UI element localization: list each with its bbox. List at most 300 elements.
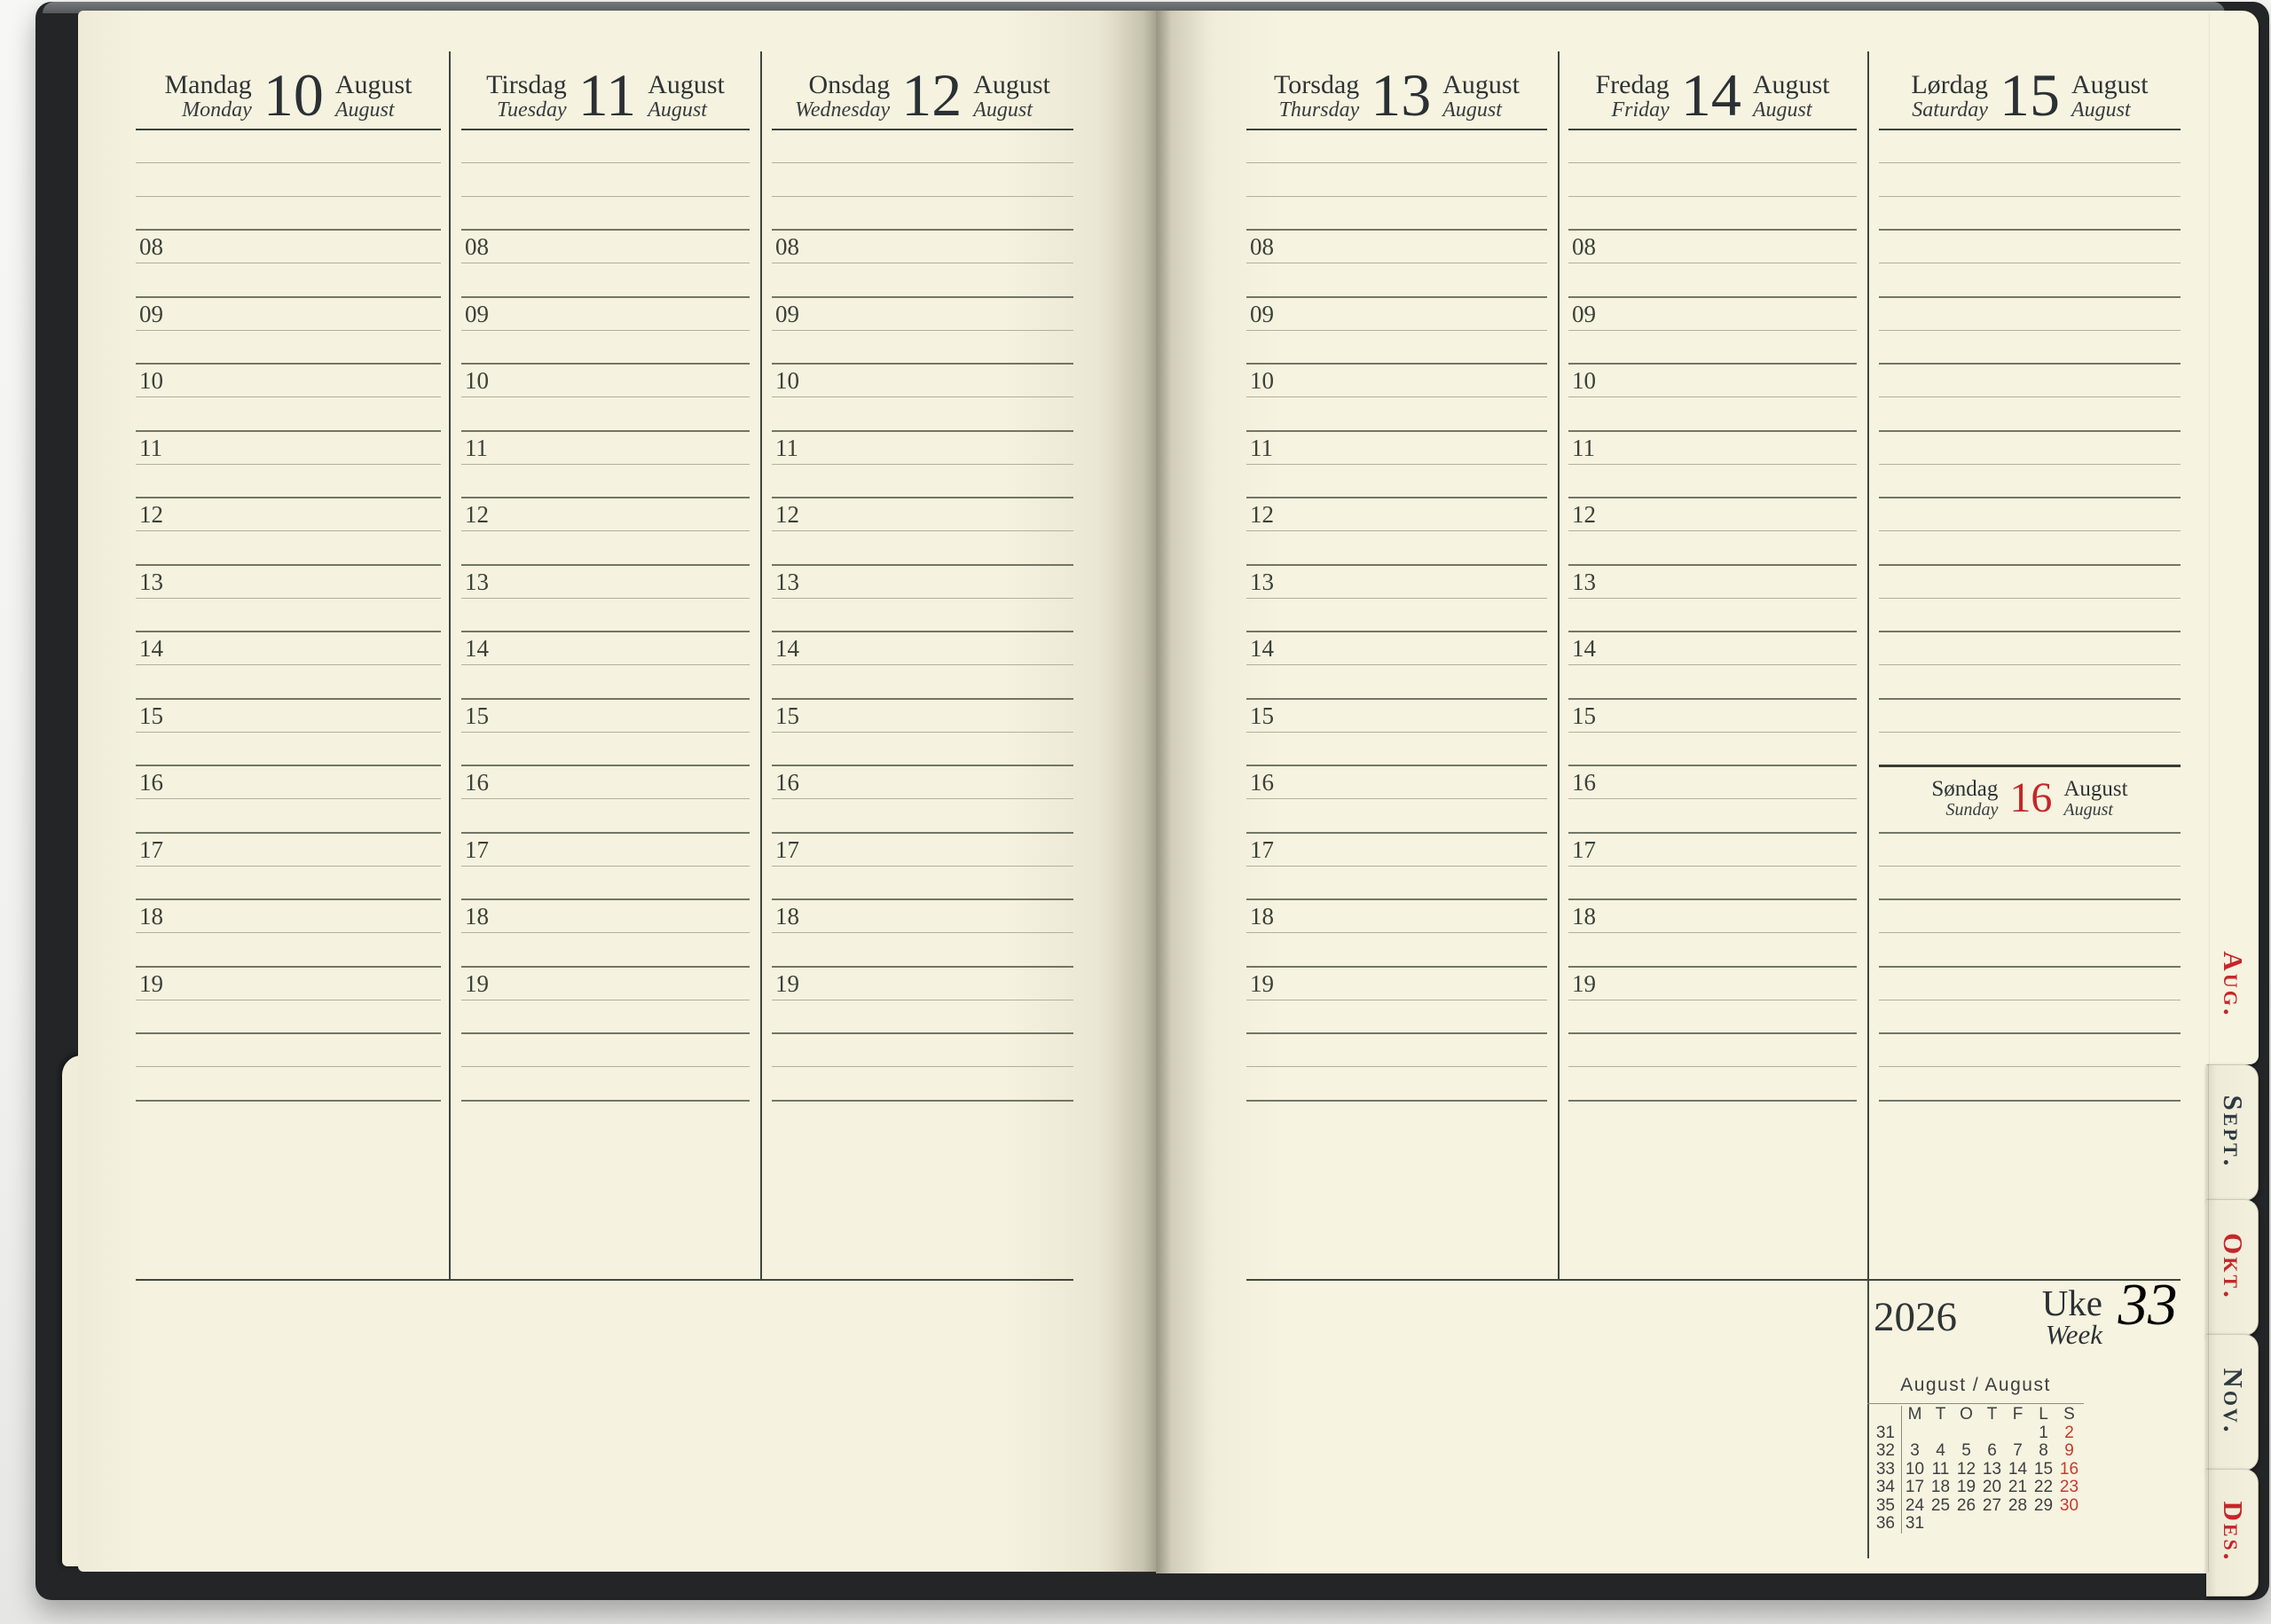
hour-label: 14	[465, 635, 489, 663]
half-hour-rule	[1246, 162, 1547, 163]
hour-rule	[1568, 698, 1857, 700]
month-name: August August	[1752, 70, 1830, 122]
hour-rule	[1568, 1100, 1857, 1102]
tab-label-aug[interactable]: Aug.	[2218, 951, 2249, 1018]
day-number: 15	[1999, 61, 2060, 129]
half-hour-rule	[136, 530, 441, 531]
hour-label: 16	[775, 769, 799, 796]
hour-rule	[1568, 296, 1857, 298]
half-hour-rule	[772, 530, 1073, 531]
hour-rule	[1879, 497, 2181, 498]
mini-calendar-title: August / August	[1900, 1375, 2051, 1395]
hour-label: 08	[1572, 233, 1596, 261]
hour-label: 12	[465, 501, 489, 529]
sunday-top-rule	[1879, 765, 2181, 767]
mini-day-cell: 18	[1930, 1478, 1951, 1496]
mini-day-cell: 13	[1982, 1459, 2002, 1479]
hour-label: 11	[465, 434, 488, 461]
day-number: 16	[2009, 773, 2053, 821]
half-hour-rule	[136, 162, 441, 163]
mini-day-cell	[2005, 1515, 2031, 1534]
half-hour-rule	[1879, 162, 2181, 163]
half-hour-rule	[1568, 732, 1857, 733]
half-hour-rule	[461, 866, 750, 867]
hour-rule	[1246, 296, 1547, 298]
day-number: 12	[901, 61, 963, 129]
hour-rule	[772, 296, 1073, 298]
hour-label: 11	[139, 434, 162, 461]
column-divider	[449, 51, 451, 1279]
mini-day-cell: 4	[1936, 1441, 1945, 1460]
hour-rule	[772, 898, 1073, 900]
hour-rule	[461, 1100, 750, 1102]
month-name: August August	[334, 70, 413, 122]
half-hour-rule	[461, 664, 750, 665]
hour-label: 16	[1572, 769, 1596, 796]
hour-rule	[461, 296, 750, 298]
mini-week-number: 32	[1867, 1442, 1902, 1461]
hour-rule	[136, 1100, 441, 1102]
mini-day-cell: 1	[2039, 1423, 2048, 1442]
hour-rule	[772, 765, 1073, 766]
hour-label: 19	[465, 969, 489, 997]
hour-label: 18	[139, 903, 163, 930]
half-hour-rule	[136, 396, 441, 397]
half-hour-rule	[461, 732, 750, 733]
half-hour-rule	[461, 196, 750, 197]
hour-label: 19	[139, 969, 163, 997]
mini-week-number: 36	[1867, 1515, 1902, 1534]
day-number: 11	[578, 61, 637, 129]
half-hour-rule	[772, 196, 1073, 197]
hour-label: 18	[1250, 903, 1274, 930]
half-hour-rule	[1879, 464, 2181, 465]
week-label-en: Week	[2045, 1318, 2102, 1350]
half-hour-rule	[1568, 1066, 1857, 1067]
mini-calendar-grid	[1867, 1403, 2084, 1534]
hour-label: 10	[1250, 367, 1274, 395]
hour-rule	[772, 363, 1073, 365]
hour-label: 18	[1572, 903, 1596, 930]
mini-day-cell: 24	[1905, 1495, 1925, 1515]
half-hour-rule	[136, 330, 441, 331]
hour-rule	[1246, 898, 1547, 900]
half-hour-rule	[1246, 396, 1547, 397]
mini-day-cell: 16	[2059, 1459, 2079, 1479]
hour-label: 15	[1250, 702, 1274, 729]
sunday-bottom-rule	[1879, 832, 2181, 834]
half-hour-rule	[772, 1066, 1073, 1067]
hour-rule	[1879, 966, 2181, 968]
hour-label: 09	[775, 300, 799, 327]
hour-rule	[772, 229, 1073, 231]
half-hour-rule	[772, 464, 1073, 465]
mini-day-cell: S	[2063, 1405, 2075, 1424]
half-hour-rule	[1879, 196, 2181, 197]
day-name: Fredag Friday	[1595, 70, 1670, 122]
page-bottom-rule	[136, 1279, 1073, 1281]
tab-label-nov[interactable]: Nov.	[2218, 1368, 2249, 1435]
mini-day-cell: 23	[2059, 1478, 2079, 1496]
half-hour-rule	[136, 1066, 441, 1067]
half-hour-rule	[136, 932, 441, 933]
hour-label: 11	[1250, 434, 1273, 461]
hour-label: 17	[139, 836, 163, 863]
hour-rule	[1246, 430, 1547, 432]
hour-label: 15	[775, 702, 799, 729]
mini-day-cell: 15	[2033, 1459, 2054, 1479]
hour-rule	[461, 966, 750, 968]
hour-rule	[136, 832, 441, 834]
hour-rule	[1879, 631, 2181, 632]
half-hour-rule	[1568, 464, 1857, 465]
mini-day-cell: 19	[1956, 1478, 1976, 1496]
mini-calendar	[1867, 1375, 2084, 1534]
hour-label: 14	[1572, 635, 1596, 663]
mini-day-cell: F	[2012, 1405, 2023, 1424]
hour-rule	[772, 631, 1073, 632]
day-header-søndag	[1879, 768, 2181, 828]
tab-label-des[interactable]: Des.	[2218, 1501, 2249, 1563]
half-hour-rule	[772, 664, 1073, 665]
hour-label: 10	[775, 367, 799, 395]
hour-label: 13	[1572, 568, 1596, 595]
hour-label: 09	[465, 300, 489, 327]
hour-rule	[136, 631, 441, 632]
half-hour-rule	[1879, 330, 2181, 331]
mini-day-cell: 12	[1956, 1459, 1976, 1479]
half-hour-rule	[1568, 932, 1857, 933]
half-hour-rule	[461, 396, 750, 397]
hour-label: 16	[465, 769, 489, 796]
hour-rule	[1246, 229, 1547, 231]
day-name: Søndag Sunday	[1931, 776, 1999, 820]
half-hour-rule	[1879, 866, 2181, 867]
mini-day-cell: 2	[2064, 1423, 2074, 1442]
hour-label: 15	[465, 702, 489, 729]
hour-rule	[136, 898, 441, 900]
half-hour-rule	[1568, 196, 1857, 197]
half-hour-rule	[772, 798, 1073, 799]
mini-day-cell: 8	[2039, 1441, 2048, 1460]
day-header-onsdag	[772, 62, 1073, 129]
hour-label: 09	[1250, 300, 1274, 327]
hour-label: 14	[1250, 635, 1274, 663]
day-number: 13	[1371, 61, 1432, 129]
hour-label: 09	[1572, 300, 1596, 327]
hour-label: 12	[775, 501, 799, 529]
hour-rule	[461, 363, 750, 365]
hour-rule	[1568, 631, 1857, 632]
hour-label: 17	[1572, 836, 1596, 863]
hour-rule	[1568, 363, 1857, 365]
hour-label: 13	[139, 568, 163, 595]
half-hour-rule	[136, 196, 441, 197]
half-hour-rule	[136, 798, 441, 799]
half-hour-rule	[1568, 798, 1857, 799]
hour-rule	[461, 430, 750, 432]
hour-rule	[1246, 1100, 1547, 1102]
hour-label: 11	[1572, 434, 1595, 461]
half-hour-rule	[1879, 932, 2181, 933]
half-hour-rule	[772, 866, 1073, 867]
hour-rule	[136, 497, 441, 498]
hour-label: 13	[1250, 568, 1274, 595]
hour-label: 11	[775, 434, 798, 461]
mini-day-cell: O	[1960, 1405, 1973, 1424]
mini-week-number: 31	[1867, 1424, 1902, 1443]
hour-rule	[1246, 631, 1547, 632]
hour-rule	[772, 497, 1073, 498]
hour-rule	[1568, 966, 1857, 968]
half-hour-rule	[1246, 464, 1547, 465]
hour-label: 16	[1250, 769, 1274, 796]
day-header-torsdag	[1246, 62, 1547, 129]
mini-day-cell: 22	[2033, 1478, 2054, 1496]
month-name: August August	[973, 70, 1050, 122]
half-hour-rule	[1568, 396, 1857, 397]
day-number: 14	[1680, 61, 1741, 129]
half-hour-rule	[772, 732, 1073, 733]
day-name: Tirsdag Tuesday	[486, 70, 567, 122]
hour-rule	[136, 765, 441, 766]
hour-label: 19	[1572, 969, 1596, 997]
hour-label: 10	[139, 367, 163, 395]
half-hour-rule	[1568, 664, 1857, 665]
hour-rule	[1568, 497, 1857, 498]
day-header-lørdag	[1879, 62, 2181, 129]
mini-day-cell: 14	[2008, 1459, 2028, 1479]
mini-day-cell	[2056, 1515, 2082, 1534]
mini-week-number	[1867, 1406, 1902, 1424]
hour-rule	[136, 966, 441, 968]
half-hour-rule	[1246, 530, 1547, 531]
left-page	[78, 11, 1156, 1572]
hour-label: 16	[139, 769, 163, 796]
month-name: August August	[1442, 70, 1520, 122]
mini-day-cell: 3	[1910, 1441, 1920, 1460]
half-hour-rule	[772, 330, 1073, 331]
mini-day-cell	[1979, 1424, 2005, 1443]
hour-rule	[772, 1032, 1073, 1034]
mini-day-cell	[2005, 1424, 2031, 1443]
half-hour-rule	[1246, 1066, 1547, 1067]
hour-rule	[1246, 1032, 1547, 1034]
half-hour-rule	[1568, 162, 1857, 163]
hour-rule	[1246, 363, 1547, 365]
half-hour-rule	[772, 932, 1073, 933]
mini-week-number: 33	[1867, 1461, 1902, 1479]
half-hour-rule	[1568, 598, 1857, 599]
day-name: Lørdag Saturday	[1911, 70, 1988, 122]
hour-label: 14	[139, 635, 163, 663]
half-hour-rule	[1568, 530, 1857, 531]
hour-rule	[1246, 966, 1547, 968]
hour-label: 17	[465, 836, 489, 863]
hour-rule	[1879, 296, 2181, 298]
hour-rule	[1879, 229, 2181, 231]
page-bottom-rule	[1246, 1279, 2181, 1281]
mini-day-cell: 9	[2064, 1441, 2074, 1460]
half-hour-rule	[461, 162, 750, 163]
mini-day-cell	[2031, 1515, 2056, 1534]
half-hour-rule	[461, 932, 750, 933]
mini-day-cell	[1953, 1424, 1979, 1443]
hour-label: 15	[139, 702, 163, 729]
hour-rule	[136, 296, 441, 298]
hour-rule	[1879, 363, 2181, 365]
hour-rule	[1246, 564, 1547, 566]
tab-label-okt[interactable]: Okt.	[2218, 1233, 2249, 1300]
half-hour-rule	[1246, 330, 1547, 331]
half-hour-rule	[1246, 598, 1547, 599]
half-hour-rule	[772, 396, 1073, 397]
half-hour-rule	[136, 464, 441, 465]
mini-week-number: 35	[1867, 1497, 1902, 1516]
hour-rule	[461, 698, 750, 700]
month-name: August August	[2071, 70, 2149, 122]
mini-day-cell	[1928, 1515, 1953, 1534]
day-name: Mandag Monday	[164, 70, 252, 122]
hour-label: 08	[1250, 233, 1274, 261]
footer-week-label	[1952, 1283, 2102, 1350]
hour-label: 10	[1572, 367, 1596, 395]
hour-rule	[1246, 832, 1547, 834]
mini-day-cell: 29	[2033, 1495, 2054, 1515]
mini-day-cell: 11	[1931, 1459, 1950, 1479]
column-divider	[1558, 51, 1560, 1279]
half-hour-rule	[1879, 1066, 2181, 1067]
page-edge-crease	[2208, 1064, 2209, 1572]
mini-day-cell: 6	[1987, 1441, 1997, 1460]
hour-label: 13	[465, 568, 489, 595]
hour-rule	[461, 765, 750, 766]
half-hour-rule	[461, 1066, 750, 1067]
hour-label: 14	[775, 635, 799, 663]
hour-rule	[461, 832, 750, 834]
mini-day-cell: 31	[1905, 1514, 1925, 1533]
half-hour-rule	[1246, 932, 1547, 933]
half-hour-rule	[1246, 866, 1547, 867]
hour-rule	[772, 832, 1073, 834]
half-hour-rule	[461, 330, 750, 331]
month-name: August August	[2063, 776, 2128, 820]
half-hour-rule	[1879, 732, 2181, 733]
half-hour-rule	[1568, 330, 1857, 331]
tab-label-sept[interactable]: Sept.	[2218, 1094, 2249, 1169]
hour-rule	[461, 898, 750, 900]
hour-label: 18	[775, 903, 799, 930]
hour-label: 19	[1250, 969, 1274, 997]
hour-rule	[1568, 430, 1857, 432]
mini-day-cell	[1928, 1424, 1953, 1443]
mini-day-cell	[1902, 1424, 1928, 1443]
hour-rule	[772, 430, 1073, 432]
hour-label: 19	[775, 969, 799, 997]
hour-rule	[461, 631, 750, 632]
mini-day-cell: 7	[2013, 1441, 2023, 1460]
day-header-fredag	[1568, 62, 1857, 129]
hour-rule	[772, 966, 1073, 968]
hour-rule	[1879, 564, 2181, 566]
hour-rule	[772, 698, 1073, 700]
hour-rule	[1879, 430, 2181, 432]
column-divider	[760, 51, 762, 1279]
hour-rule	[1879, 1032, 2181, 1034]
hour-rule	[136, 1032, 441, 1034]
hour-rule	[461, 229, 750, 231]
day-name: Onsdag Wednesday	[795, 70, 891, 122]
half-hour-rule	[1568, 866, 1857, 867]
hour-rule	[136, 229, 441, 231]
mini-day-cell: 17	[1905, 1478, 1925, 1496]
half-hour-rule	[461, 530, 750, 531]
hour-label: 13	[775, 568, 799, 595]
half-hour-rule	[1246, 732, 1547, 733]
hour-rule	[461, 564, 750, 566]
mini-day-cell: 30	[2059, 1495, 2079, 1515]
hour-rule	[136, 564, 441, 566]
hour-rule	[1568, 229, 1857, 231]
hour-rule	[461, 1032, 750, 1034]
mini-day-cell: 26	[1956, 1495, 1976, 1515]
hour-label: 12	[1572, 501, 1596, 529]
half-hour-rule	[136, 664, 441, 665]
half-hour-rule	[772, 598, 1073, 599]
column-divider	[1867, 51, 1869, 1279]
half-hour-rule	[1879, 530, 2181, 531]
tab-august-current[interactable]	[2210, 11, 2259, 1064]
mini-day-cell: 21	[2008, 1478, 2028, 1496]
mini-day-cell: L	[2039, 1405, 2048, 1424]
hour-rule	[1568, 898, 1857, 900]
hour-label: 09	[139, 300, 163, 327]
day-name: Torsdag Thursday	[1274, 70, 1360, 122]
half-hour-rule	[1246, 798, 1547, 799]
mini-day-cell: 27	[1982, 1495, 2002, 1515]
hour-label: 12	[1250, 501, 1274, 529]
hour-label: 08	[775, 233, 799, 261]
hour-rule	[1568, 832, 1857, 834]
half-hour-rule	[461, 598, 750, 599]
day-header-mandag	[136, 62, 441, 129]
hour-label: 18	[465, 903, 489, 930]
mini-day-cell	[1979, 1515, 2005, 1534]
month-name: August August	[648, 70, 725, 122]
week-label-no: Uke	[2041, 1283, 2102, 1323]
hour-label: 17	[1250, 836, 1274, 863]
hour-rule	[1568, 564, 1857, 566]
hour-rule	[461, 497, 750, 498]
hour-label: 08	[465, 233, 489, 261]
mini-day-cell: 25	[1930, 1495, 1951, 1515]
mini-day-cell	[1953, 1515, 1979, 1534]
half-hour-rule	[1246, 664, 1547, 665]
half-hour-rule	[1246, 196, 1547, 197]
footer-year: 2026	[1874, 1294, 1957, 1340]
half-hour-rule	[1879, 396, 2181, 397]
hour-rule	[1246, 698, 1547, 700]
hour-label: 17	[775, 836, 799, 863]
half-hour-rule	[772, 162, 1073, 163]
day-header-tirsdag	[461, 62, 750, 129]
week-number: 33	[2118, 1272, 2178, 1338]
hour-rule	[136, 430, 441, 432]
mini-day-cell: T	[1935, 1405, 1946, 1424]
hour-rule	[1246, 765, 1547, 766]
hour-label: 10	[465, 367, 489, 395]
hour-rule	[136, 363, 441, 365]
